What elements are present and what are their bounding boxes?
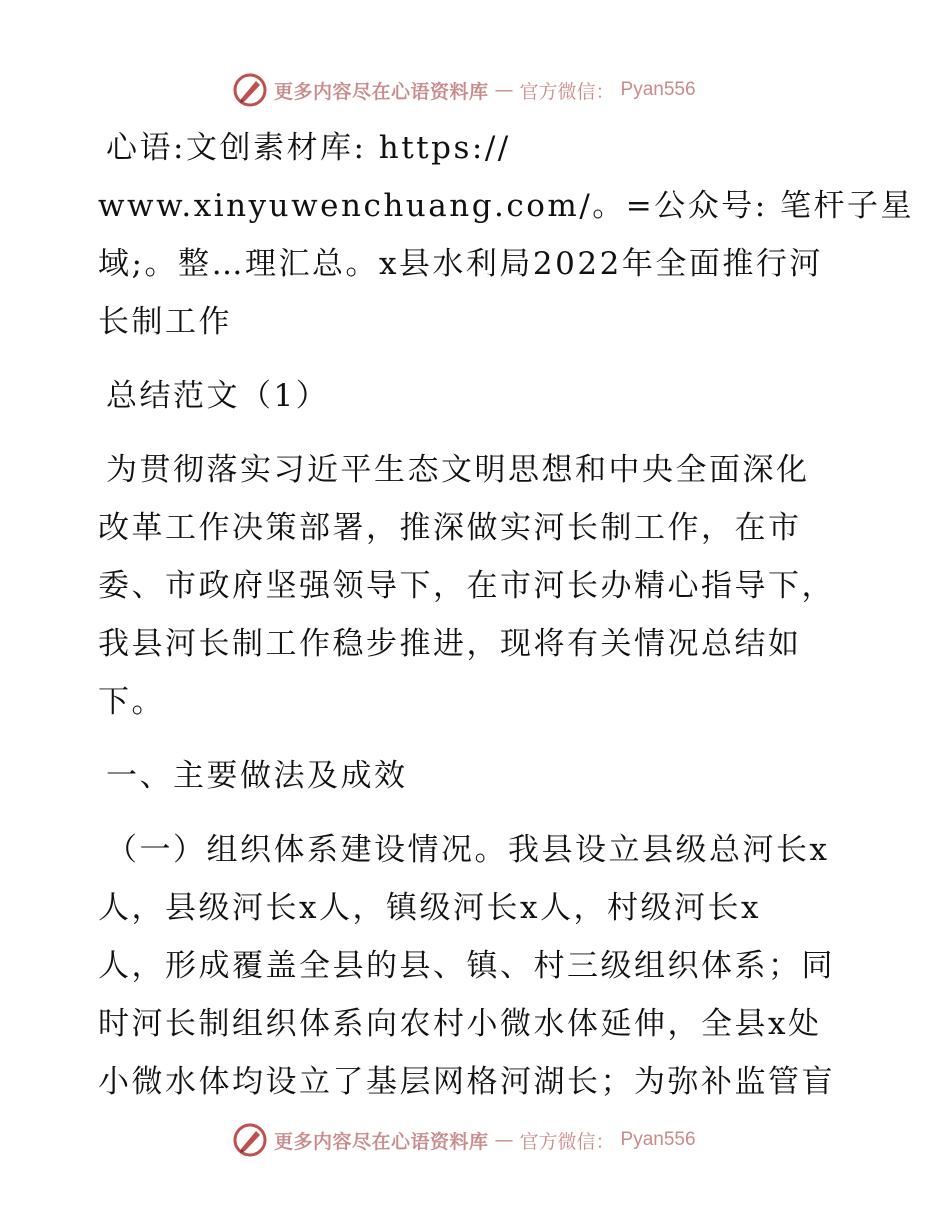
section-line-2: 人，县级河长x人，镇级河长x人，村级河长x (98, 890, 761, 926)
watermark-secondary-text: 官方微信： (519, 1130, 615, 1153)
header-line-2: www.xinyuwenchuang.com/。=公众号: 笔杆子星 (98, 188, 915, 224)
intro-line-4: 我县河长制工作稳步推进，现将有关情况总结如 (98, 626, 802, 662)
watermark-wechat-id: Pyan556 (620, 79, 696, 100)
document-subtitle: 总结范文（1） (106, 378, 330, 414)
watermark-main-text: 更多内容尽在心语资料库 (274, 80, 489, 103)
watermark-footer (232, 1120, 696, 1160)
pen-logo-icon (232, 1122, 268, 1158)
watermark-main-text: 更多内容尽在心语资料库 (274, 1130, 489, 1153)
watermark-wechat-id: Pyan556 (620, 1129, 696, 1150)
section-heading: 一、主要做法及成效 (106, 758, 408, 794)
section-line-5: 小微水体均设立了基层网格河湖长；为弥补监管盲 (98, 1064, 835, 1100)
watermark-separator: — (494, 79, 514, 101)
header-line-1: 心语:文创素材库: https:// (106, 130, 511, 166)
intro-line-2: 改革工作决策部署，推深做实河长制工作，在市 (98, 510, 802, 546)
pen-logo-icon (232, 72, 268, 108)
watermark-separator: — (494, 1129, 514, 1151)
section-line-3: 人，形成覆盖全县的县、镇、村三级组织体系；同 (98, 948, 835, 984)
watermark-header (232, 70, 696, 110)
intro-line-1: 为贯彻落实习近平生态文明思想和中央全面深化 (106, 452, 810, 488)
header-line-4: 长制工作 (98, 304, 232, 340)
intro-line-3: 委、市政府坚强领导下，在市河长办精心指导下， (98, 568, 835, 604)
section-line-1: （一）组织体系建设情况。我县设立县级总河长x (106, 832, 830, 868)
intro-line-5: 下。 (98, 684, 165, 720)
watermark-secondary-text: 官方微信： (519, 80, 615, 103)
header-line-3: 域;。整…理汇总。x县水利局2022年全面推行河 (98, 246, 823, 282)
section-line-4: 时河长制组织体系向农村小微水体延伸，全县x处 (98, 1006, 822, 1042)
